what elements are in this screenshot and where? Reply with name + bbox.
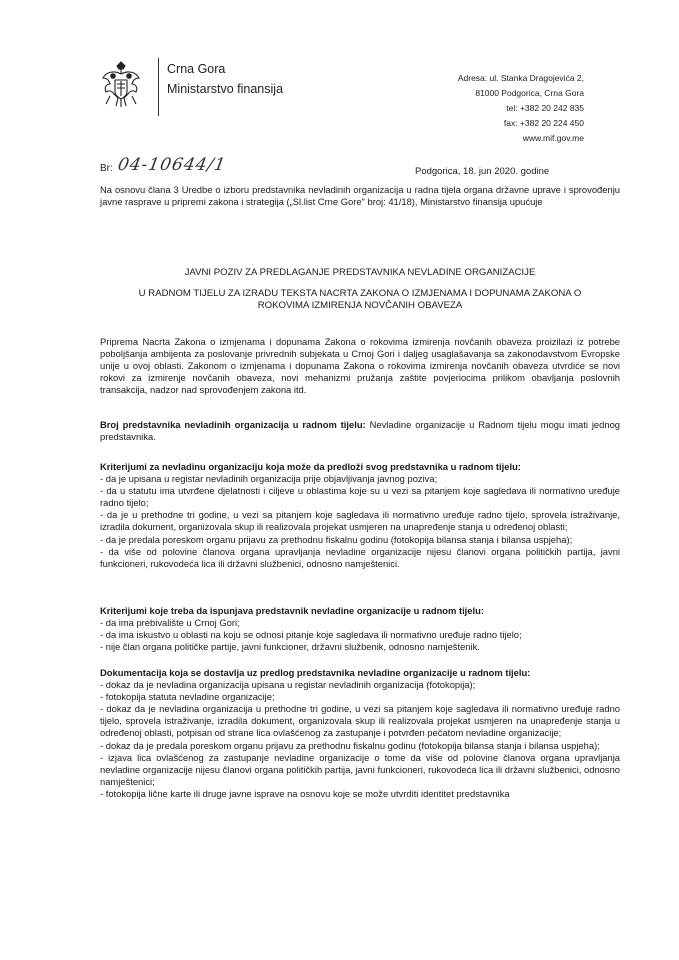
list-item: - dokaz da je predala poreskom organu prijavu za prethodnu fiskalnu godinu (fotokopija bilansa stanja i bilansa uspjeha);	[100, 739, 600, 751]
ministry-name: Ministarstvo finansija	[167, 82, 284, 96]
country-name: Crna Gora	[167, 62, 226, 76]
list-item: - da ima prebivalište u Crnoj Gori;	[100, 617, 240, 629]
criteria-representative-heading: Kriterijumi koje treba da ispunjava predstavnik nevladine organizacije u radnom tijelu:	[100, 605, 484, 616]
address-street: Adresa: ul. Stanka Dragojevića 2,	[457, 73, 584, 83]
document-date: Podgorica, 18. jun 2020. godine	[415, 166, 550, 177]
list-item: - izjava lica ovlašćenog za zastupanje nevladine organizacije o tome da više od polovine članova organa upravljanja nevladine organizacije nijesu članovi organa političkih partija, javni funkcioneri, rukovodeća lica ili državni službenici, odnosno namještenici;	[100, 751, 620, 787]
phone: tel: +382 20 242 835	[506, 103, 584, 113]
list-item: - da je predala poreskom organu prijavu za prethodnu fiskalnu godinu (fotokopija bilansa stanja i bilansa uspjeha);	[100, 533, 573, 545]
criteria-representative-section	[100, 605, 620, 653]
count-heading: Broj predstavnika nevladinih organizacija u radnom tijelu:	[100, 419, 366, 430]
coat-of-arms-logo	[100, 60, 142, 110]
header-divider	[158, 58, 159, 116]
purpose-paragraph: Priprema Nacrta Zakona o izmjenama i dopunama Zakona o rokovima izmirenja novčanih obaveza proizilazi iz potrebe poboljšanja ambijenta za poslovanje privrednih subjekata u Crnoj Gori i daljeg usaglašavanja sa zakonodavstvom Evropske unije u ovoj oblasti. Zakonom o izmjenama i dopunama Zakona o rokovima izmirenja novčanih obaveza utvrdiće se novi rokovi za izmirenje novčanih obaveza, novi mehanizmi pružanja zaštite povjeriocima prilikom obavljanja poslovnih transakcija, nadzor nad sprovođenjem zakona itd.	[100, 336, 620, 396]
count-text: Nevladine organizacije u Radnom tijelu mogu imati jednog predstavnika.	[100, 419, 620, 443]
criteria-organization-section	[100, 461, 620, 570]
address-city: 81000 Podgorica, Crna Gora	[475, 88, 584, 98]
list-item: - da više od polovine članova organa upravljanja nevladine organizacije nijesu članovi organa političkih partija, javni funkcioneri, rukovodeća lica ili državni službenici, odnosno namještenici.	[100, 545, 620, 569]
reference-label: Br:	[100, 163, 113, 174]
documents-section	[100, 667, 620, 800]
list-item: - da u statutu ima utvrđene djelatnosti i ciljeve u oblastima koje su u vezi sa pitanjem koje sagledava ili normativno uređuje radno tijelo;	[100, 485, 620, 509]
reference-number-handwritten: 04-10644/1	[116, 155, 228, 175]
document-title: JAVNI POZIV ZA PREDLAGANJE PREDSTAVNIKA NEVLADINE ORGANIZACIJE	[184, 267, 536, 278]
list-item: - da ima iskustvo u oblasti na koju se odnosi pitanje koje sagledava ili normativno uređuje radno tijelo;	[100, 629, 522, 641]
list-item: - fotokopija lične karte ili druge javne isprave na osnovu koje se može utvrditi identitet predstavnika	[100, 787, 510, 799]
list-item: - nije član organa političke partije, javni funkcioner, državni službenik, odnosno namještenik.	[100, 641, 480, 653]
representative-count	[100, 419, 620, 443]
list-item: - dokaz da je nevladina organizacija u prethodne tri godine, u vezi sa pitanjem koje sagledava ili normativno uređuje radno tijelo, sprovela istraživanje, izradila dokument, organizovala skup ili realizovala projekat usmjeren na unapređenje stanja u određenoj oblasti, potpisan od strane lica ovlašćenog za zastupanje i potvrđen pečatom nevladine organizacije;	[100, 703, 620, 739]
list-item: - da je u prethodne tri godine, u vezi sa pitanjem koje sagledava ili normativno uređuje radno tijelo, sprovela istraživanje, izradila dokument, organizovala skup ili realizovala projekat usmjeren na unapređenje stanja u određenoj oblasti;	[100, 509, 620, 533]
website: www.mif.gov.me	[522, 133, 584, 143]
fax: fax: +382 20 224 450	[503, 118, 584, 128]
list-item: - da je upisana u registar nevladinih organizacija prije objavljivanja javnog poziva;	[100, 473, 438, 485]
criteria-organization-heading: Kriterijumi za nevladinu organizaciju koja može da predloži svog predstavnika u radnom tijelu:	[100, 461, 521, 472]
document-subtitle: U RADNOM TIJELU ZA IZRADU TEKSTA NACRTA ZAKONA O IZMJENAMA I DOPUNAMA ZAKONA O ROKOVIMA IZMIRENJA NOVČANIH OBAVEZA	[138, 288, 582, 312]
address-block	[458, 71, 584, 146]
intro-paragraph: Na osnovu člana 3 Uredbe o izboru predstavnika nevladinih organizacija u radna tijela organa državne uprave i sprovođenju javne rasprave u pripremi zakona i strategija („Sl.list Crne Gore" broj: 41/18), Ministarstvo finansija upućuje	[100, 184, 620, 208]
list-item: - dokaz da je nevladina organizacija upisana u registar nevladinih organizacija (fotokopija);	[100, 679, 476, 691]
documents-heading: Dokumentacija koja se dostavlja uz predlog predstavnika nevladine organizacije u radnom tijelu:	[100, 667, 531, 678]
list-item: - fotokopija statuta nevladine organizacije;	[100, 691, 275, 703]
